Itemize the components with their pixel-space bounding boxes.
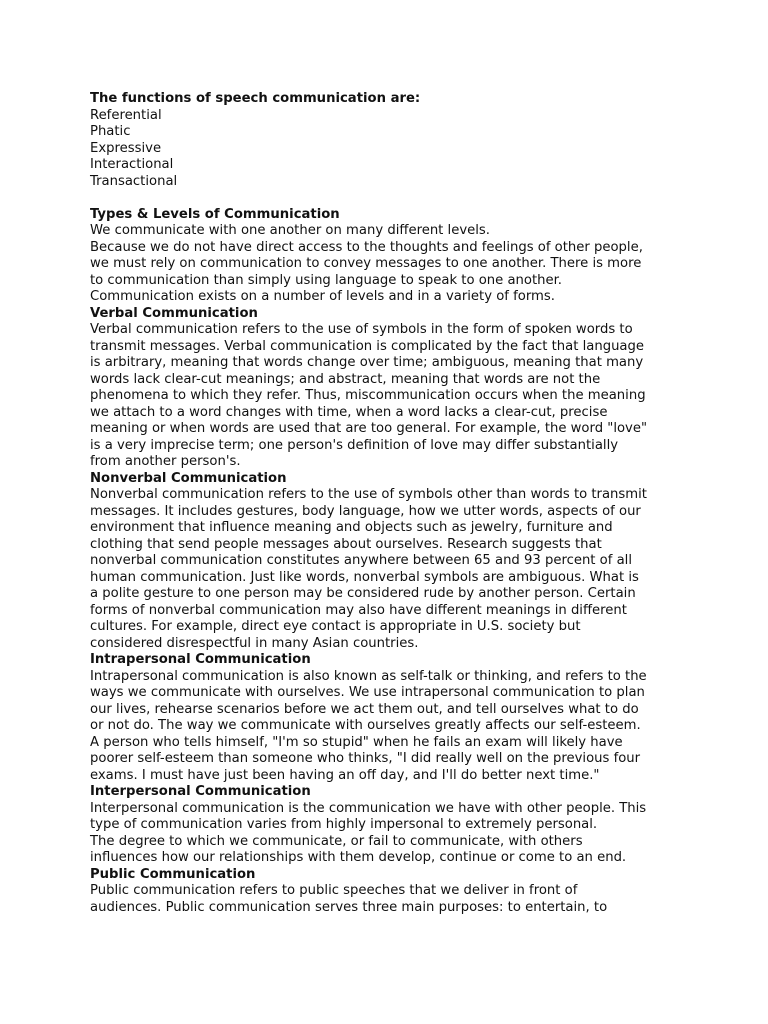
types-line: We communicate with one another on many different levels. xyxy=(90,223,490,238)
intrapersonal-line: Intrapersonal communication is also known as self-talk or thinking, and refers to the xyxy=(90,668,647,684)
nonverbal-heading: Nonverbal Communication xyxy=(90,470,287,486)
public-heading: Public Communication xyxy=(90,866,256,882)
document-page xyxy=(90,91,690,916)
section-spacer xyxy=(90,190,690,207)
verbal-line: is a very imprecise term; one person's definition of love may differ substantially xyxy=(90,437,619,453)
functions-item: Referential xyxy=(90,107,162,123)
verbal-line: meaning or when words are used that are too general. For example, the word "love" xyxy=(90,421,648,436)
interpersonal-heading: Interpersonal Communication xyxy=(90,784,311,799)
verbal-heading: Verbal Communication xyxy=(90,305,258,321)
functions-item: Phatic xyxy=(90,124,131,139)
nonverbal-line: cultures. For example, direct eye contact is appropriate in U.S. society but xyxy=(90,619,581,634)
types-line: we must rely on communication to convey messages to one another. There is more xyxy=(90,256,642,271)
intrapersonal-line: or not do. The way we communicate with ourselves greatly affects our self-esteem. xyxy=(90,718,641,733)
intrapersonal-line: ways we communicate with ourselves. We use intrapersonal communication to plan xyxy=(90,685,645,700)
intrapersonal-heading: Intrapersonal Communication xyxy=(90,652,311,667)
verbal-line: is arbitrary, meaning that words change over time; ambiguous, meaning that many xyxy=(90,355,644,370)
verbal-line: Verbal communication refers to the use of symbols in the form of spoken words to xyxy=(90,322,633,337)
interpersonal-section xyxy=(90,784,690,867)
intrapersonal-line: our lives, rehearse scenarios before we act them out, and tell ourselves what to do xyxy=(90,701,639,717)
nonverbal-line: human communication. Just like words, nonverbal symbols are ambiguous. What is xyxy=(90,569,639,585)
intrapersonal-line: A person who tells himself, "I'm so stupid" when he fails an exam will likely have xyxy=(90,734,623,750)
interpersonal-line: The degree to which we communicate, or fail to communicate, with others xyxy=(90,833,583,849)
public-section xyxy=(90,867,690,917)
nonverbal-line: forms of nonverbal communication may also have different meanings in different xyxy=(90,602,627,618)
functions-section xyxy=(90,91,690,190)
types-line: Communication exists on a number of levels and in a variety of forms. xyxy=(90,289,555,304)
interpersonal-line: type of communication varies from highly impersonal to extremely personal. xyxy=(90,817,598,832)
nonverbal-line: a polite gesture to one person may be considered rude by another person. Certain xyxy=(90,586,636,601)
functions-heading: The functions of speech communication are: xyxy=(90,91,421,106)
intrapersonal-section xyxy=(90,652,690,784)
verbal-line: words lack clear-cut meanings; and abstract, meaning that words are not the xyxy=(90,371,601,387)
interpersonal-line: Interpersonal communication is the communication we have with other people. This xyxy=(90,800,647,816)
public-line: audiences. Public communication serves three main purposes: to entertain, to xyxy=(90,899,608,915)
types-line: to communication than simply using language to speak to one another. xyxy=(90,272,562,288)
verbal-line: transmit messages. Verbal communication is complicated by the fact that language xyxy=(90,338,644,354)
types-section xyxy=(90,207,690,306)
nonverbal-line: nonverbal communication constitutes anywhere between 65 and 93 percent of all xyxy=(90,553,632,568)
intrapersonal-line: poorer self-esteem than someone who thinks, "I did really well on the previous four xyxy=(90,751,641,766)
verbal-line: phenomena to which they refer. Thus, miscommunication occurs when the meaning xyxy=(90,388,646,403)
intrapersonal-line: exams. I must have just been having an off day, and I'll do better next time." xyxy=(90,767,600,783)
public-line: Public communication refers to public speeches that we deliver in front of xyxy=(90,883,578,898)
verbal-line: from another person's. xyxy=(90,454,241,469)
nonverbal-section xyxy=(90,471,690,653)
verbal-line: we attach to a word changes with time, when a word lacks a clear-cut, precise xyxy=(90,404,608,420)
functions-item: Expressive xyxy=(90,140,162,156)
nonverbal-line: clothing that send people messages about ourselves. Research suggests that xyxy=(90,536,602,552)
functions-item: Interactional xyxy=(90,157,174,172)
verbal-section xyxy=(90,306,690,471)
interpersonal-line: influences how our relationships with them develop, continue or come to an end. xyxy=(90,850,627,865)
types-line: Because we do not have direct access to the thoughts and feelings of other people, xyxy=(90,239,643,255)
functions-item: Transactional xyxy=(90,173,178,189)
types-heading: Types & Levels of Communication xyxy=(90,206,340,222)
nonverbal-line: Nonverbal communication refers to the use of symbols other than words to transmit xyxy=(90,487,647,502)
nonverbal-line: messages. It includes gestures, body language, how we utter words, aspects of our xyxy=(90,503,641,519)
nonverbal-line: environment that influence meaning and objects such as jewelry, furniture and xyxy=(90,520,613,535)
nonverbal-line: considered disrespectful in many Asian countries. xyxy=(90,635,419,651)
